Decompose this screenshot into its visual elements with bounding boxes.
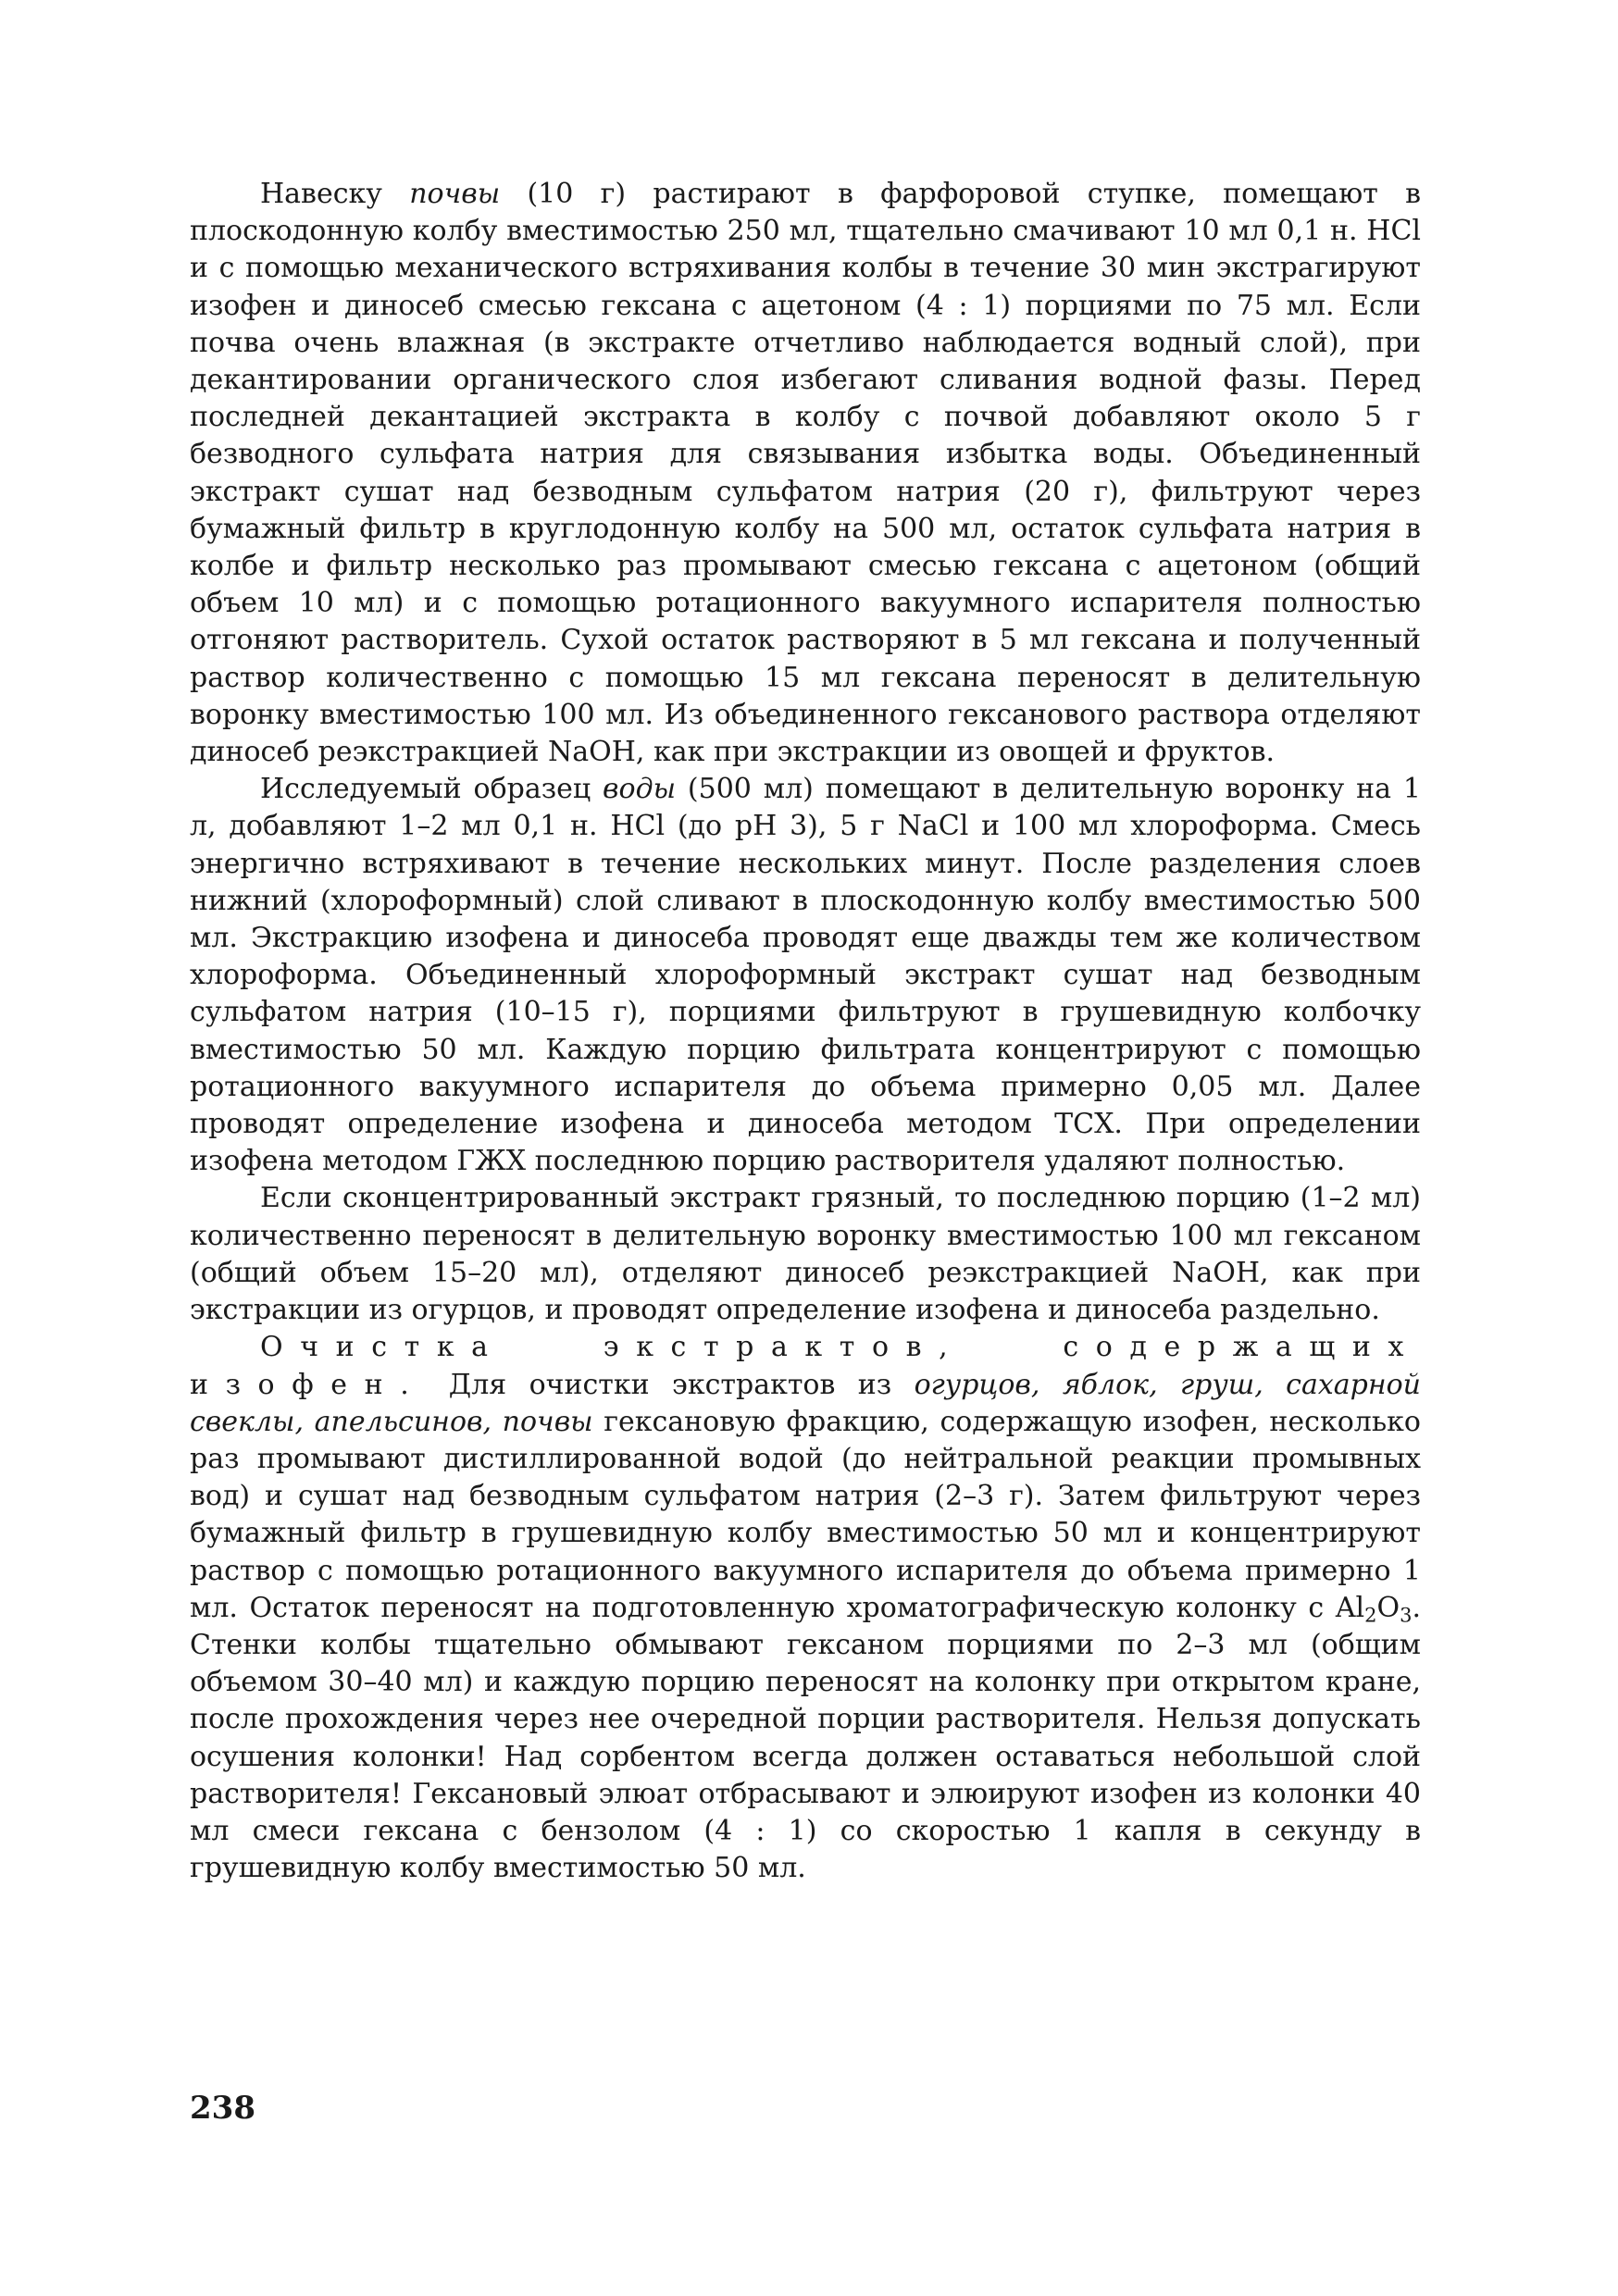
text-run: (500 мл) помещают в делительную воронку на 1 л, добавляют 1–2 мл 0,1 н. HCl (до pH 3), 5 г NaCl и 100 мл хлороформа. Смесь энергично встряхивают в течение нескольких минут. После разделения слоев нижний (хлороформный) слой сливают в плоскодонную колбу вместимостью 500 мл. Экстракцию изофена и диносеба проводят еще дважды тем же количеством хлороформа. Объединенный хлороформный экстракт сушат над безводным сульфатом натрия (10–15 г), порциями фильтруют в грушевидную колбочку вместимостью 50 мл. Каждую порцию фильтрата концентрируют с помощью ротационного вакуумного испарителя до объема примерно 0,05 мл. Далее проводят определение изофена и диносеба методом ТСХ. При определении изофена методом ГЖХ последнюю порцию растворителя удаляют полностью. [190,773,1421,1178]
text-run: Если сконцентрированный экстракт грязный, то последнюю порцию (1–2 мл) количественно переносят в делительную воронку вместимостью 100 мл гексаном (общий объем 15–20 мл), отделяют диносеб реэкстракцией NaOH, как при экстракции из огурцов, и проводят определение изофена и диносеба раздельно. [190,1182,1421,1327]
paragraph-extract-cleanup [190,1329,1421,1887]
subscript: 2 [1364,1603,1377,1626]
italic-term-soil: почвы [409,178,501,210]
text-run: (10 г) растирают в фарфоровой ступке, помещают в плоскодонную колбу вместимостью 250 мл, тщательно смачивают 10 мл 0,1 н. HCl и с помощью механического встряхивания колбы в течение 30 мин экстрагируют изофен и диносеб смесью гексана с ацетоном (4 : 1) порциями по 75 мл. Если почва очень влажная (в экстракте отчетливо наблюдается водный слой), при декантировании органического слоя избегают сливания водной фазы. Перед последней декантацией экстракта в колбу с почвой добавляют около 5 г безводного сульфата натрия для связывания избытка воды. Объединенный экстракт сушат над безводным сульфатом натрия (20 г), фильтруют через бумажный фильтр в круглодонную колбу на 500 мл, остаток сульфата натрия в колбе и фильтр несколько раз промывают смесью гексана с ацетоном (общий объем 10 мл) и с помощью ротационного вакуумного испарителя полностью отгоняют растворитель. Сухой остаток растворяют в 5 мл гексана и полученный раствор количественно с помощью 15 мл гексана переносят в делительную воронку вместимостью 100 мл. Из объединенного гексанового раствора отделяют диносеб реэкстракцией NaOH, как при экстракции из овощей и фруктов. [190,178,1421,769]
italic-term-water: воды [603,773,677,806]
text-run: O [1376,1591,1400,1624]
document-page [190,176,1421,1887]
subscript: 3 [1400,1603,1413,1626]
paragraph-dirty-extract [190,1180,1421,1329]
paragraph-water-extraction [190,771,1421,1180]
text-run: гексановую фракцию, содержащую изофен, несколько раз промывают дистиллированной водой (до нейтральной реакции промывных вод) и сушат над безводным сульфатом натрия (2–3 г). Затем фильтруют через бумажный фильтр в грушевидную колбу вместимостью 50 мл и концентрируют раствор с помощью ротационного вакуумного испарителя до объема примерно 1 мл. Остаток переносят на подготовленную хроматографическую колонку с Al [190,1405,1421,1624]
paragraph-soil-extraction [190,176,1421,771]
section-heading-spaced: Очистка экстрактов, содержащих изофен. [190,1331,1421,1401]
text-run: Исследуемый образец [260,773,604,806]
text-run: Для очистки экстрактов из [426,1368,915,1401]
text-run: Навеску [260,178,410,210]
page-number: 238 [190,2090,255,2127]
italic-sample-list: огурцов, яблок, груш, сахарной свеклы, апельсинов, почвы [190,1368,1421,1438]
text-run: . Стенки колбы тщательно обмывают гексаном порциями по 2–3 мл (общим объемом 30–40 мл) и каждую порцию переносят на колонку при открытом кране, после прохождения через нее очередной порции растворителя. Нельзя допускать осушения колонки! Над сорбентом всегда должен оставаться небольшой слой растворителя! Гексановый элюат отбрасывают и элюируют изофен из колонки 40 мл смеси гексана с бензолом (4 : 1) со скоростью 1 капля в секунду в грушевидную колбу вместимостью 50 мл. [190,1591,1421,1885]
